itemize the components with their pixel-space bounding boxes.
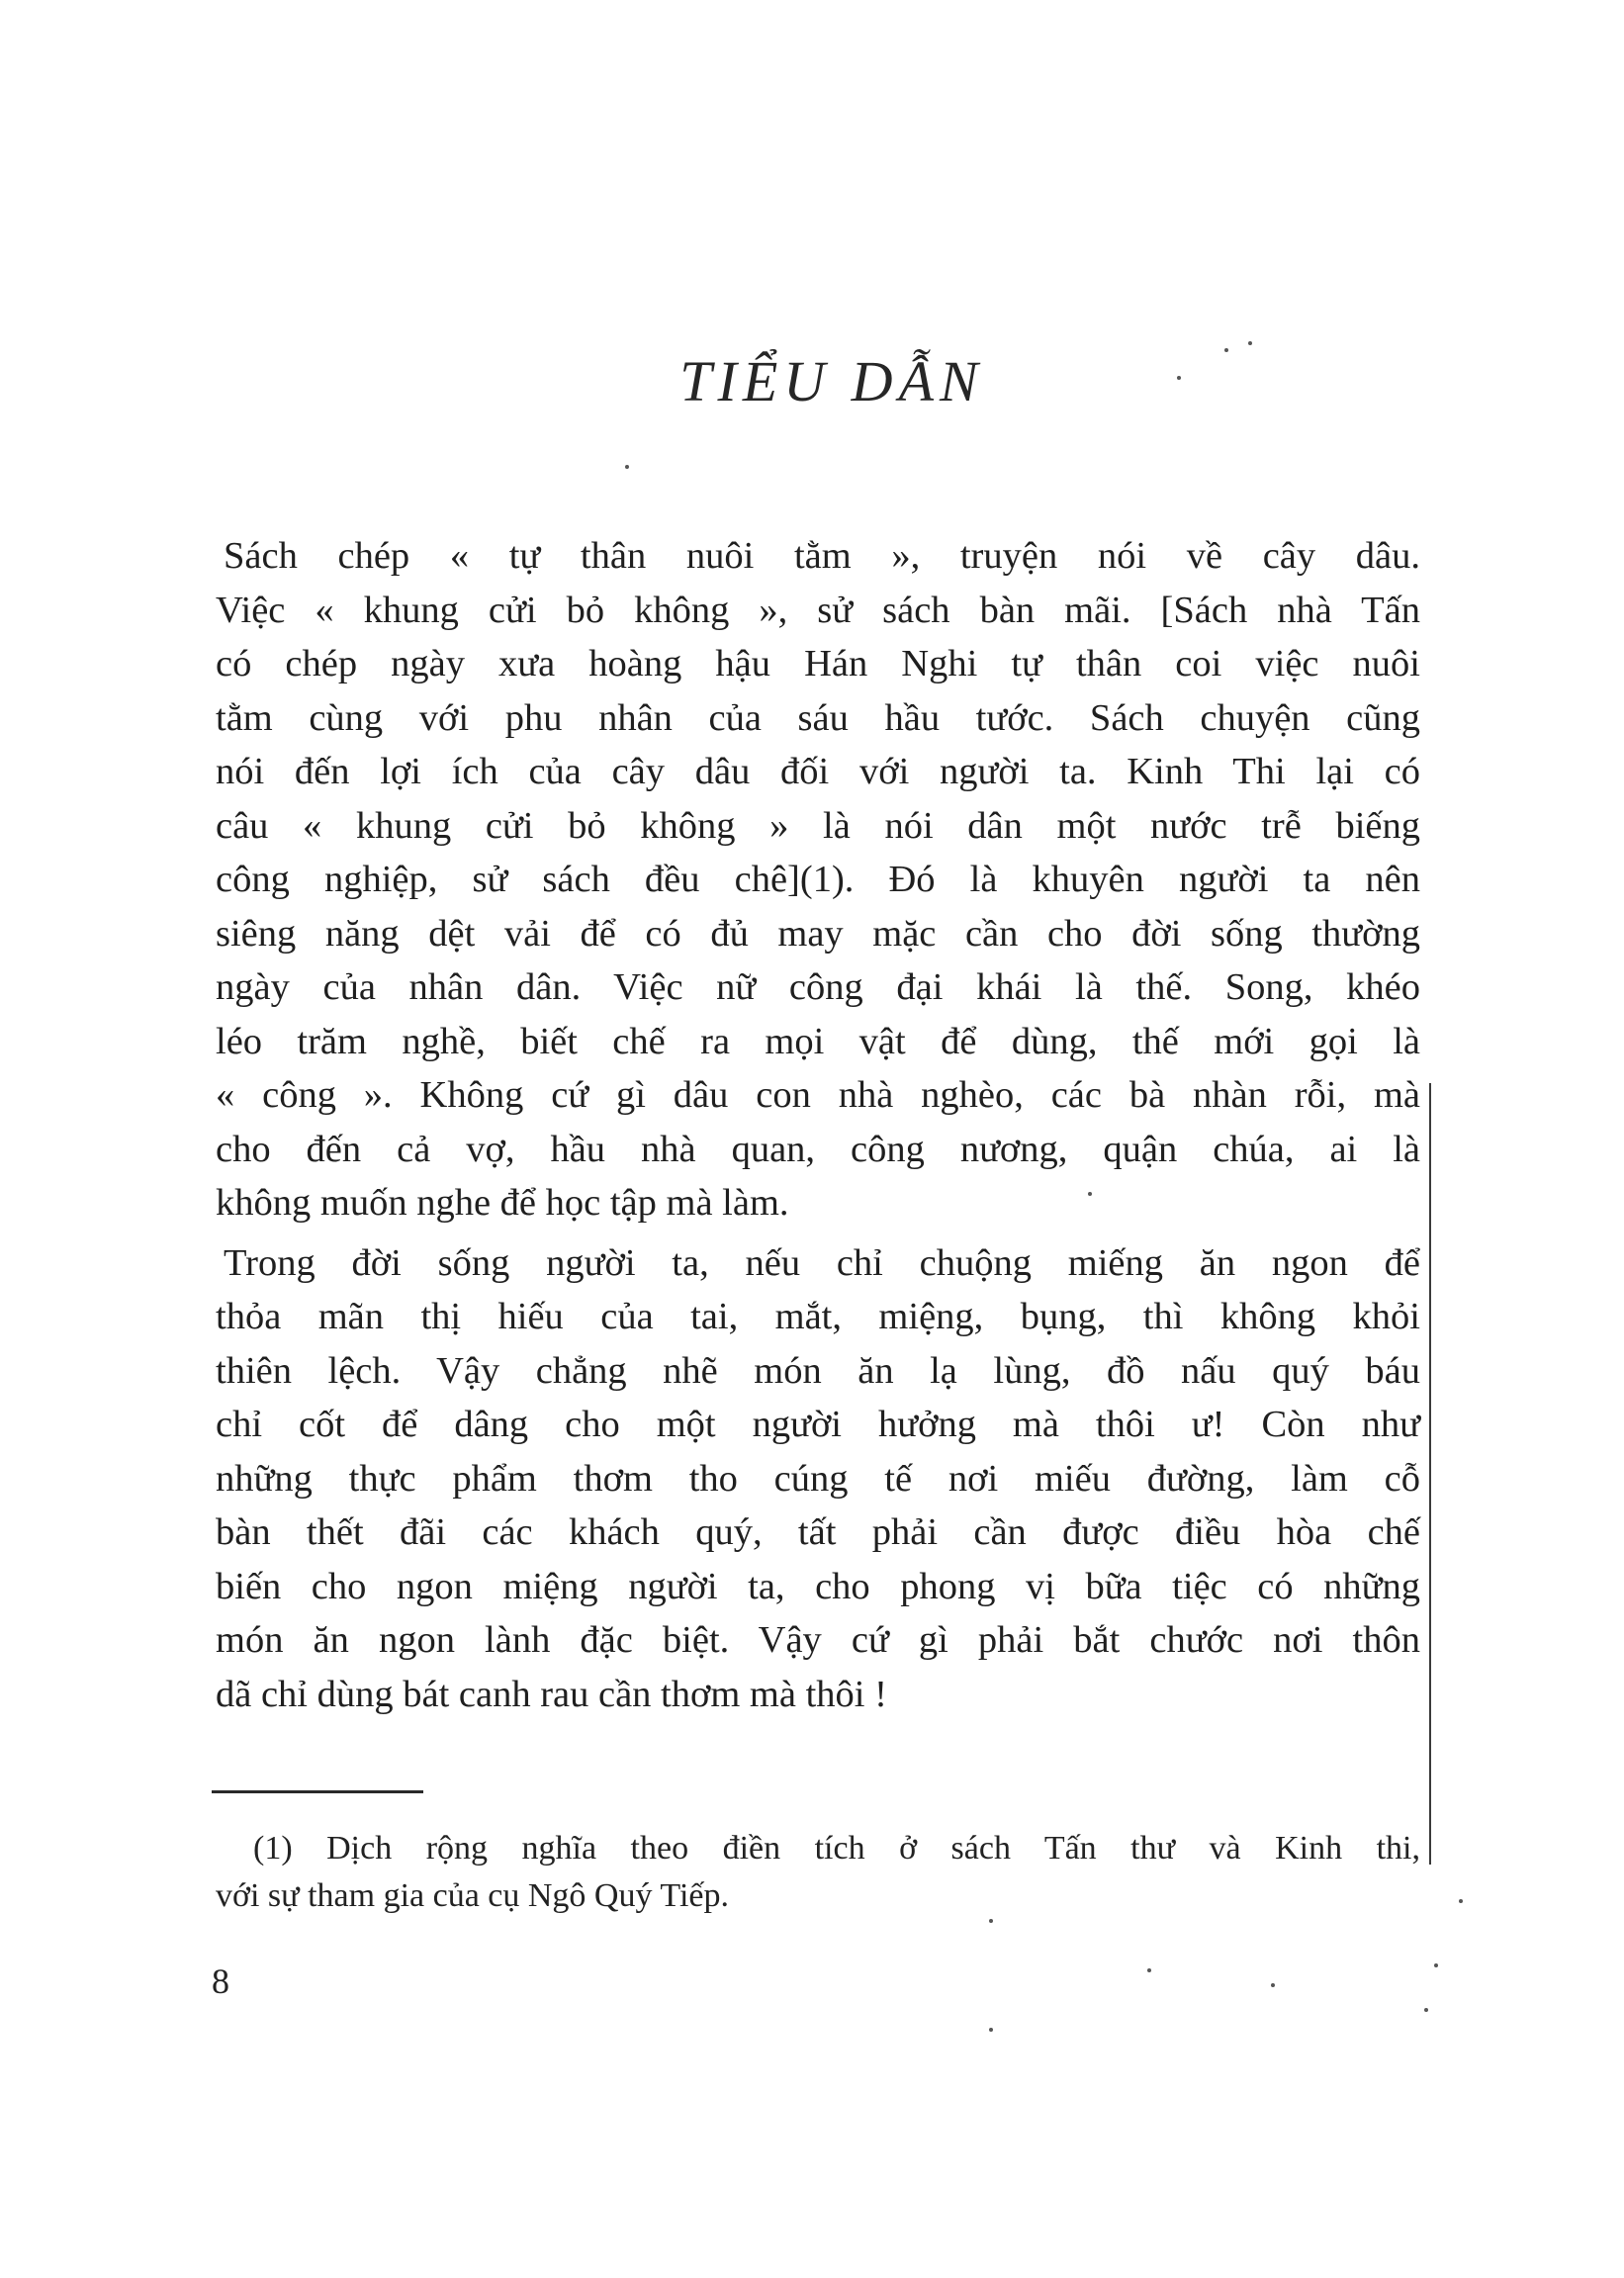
text-line: siêng năng dệt vải để có đủ may mặc cần cho đời sống thường [216,912,1420,955]
text-line: thỏa mãn thị hiếu của tai, mắt, miệng, bụng, thì không khỏi [216,1296,1420,1337]
scan-margin-line [1429,1083,1431,1865]
page-number: 8 [212,1961,229,2001]
text-line: dã chỉ dùng bát canh rau cần thơm mà thôi ! [216,1673,887,1715]
text-line: chỉ cốt để dâng cho một người hưởng mà thôi ư! Còn như [216,1404,1420,1445]
text-line: thiên lệch. Vậy chẳng nhẽ món ăn lạ lùng, đồ nấu quý báu [216,1349,1420,1392]
scan-speck [1088,1192,1092,1196]
body-text [216,529,1420,1721]
scan-speck [1271,1983,1275,1987]
text-line: có chép ngày xưa hoàng hậu Hán Nghi tự thân coi việc nuôi [216,643,1420,684]
text-line: tằm cùng với phu nhân của sáu hầu tước. Sách chuyện cũng [216,696,1420,739]
footnote-line: với sự tham gia của cụ Ngô Quý Tiếp. [216,1877,729,1914]
scan-speck [625,465,629,469]
scan-speck [1177,376,1181,380]
scan-speck [989,2028,993,2032]
text-line: công nghiệp, sử sách đều chê](1). Đó là khuyên người ta nên [216,859,1420,900]
scan-speck [1147,1968,1151,1972]
footnote-line: (1) Dịch rộng nghĩa theo điền tích ở sách Tấn thư và Kinh thi, [253,1830,1420,1867]
chapter-title: TIỂU DẪN [679,349,984,413]
text-line: ngày của nhân dân. Việc nữ công đại khái là thế. Song, khéo [216,966,1420,1008]
text-line: những thực phẩm thơm tho cúng tế nơi miếu đường, làm cỗ [216,1457,1420,1500]
paragraph-2 [216,1236,1420,1722]
scan-speck [1424,2008,1428,2012]
scan-speck [1248,341,1252,345]
scan-speck [989,1919,993,1923]
scan-speck [1434,1963,1438,1967]
text-line: không muốn nghe để học tập mà làm. [216,1182,789,1224]
text-line: Sách chép « tự thân nuôi tằm », truyện nói về cây dâu. [224,535,1420,577]
text-line: « công ». Không cứ gì dâu con nhà nghèo, các bà nhàn rỗi, mà [216,1074,1420,1116]
text-line: cho đến cả vợ, hầu nhà quan, công nương, quận chúa, ai là [216,1128,1420,1170]
text-line: Trong đời sống người ta, nếu chỉ chuộng miếng ăn ngon để [224,1241,1420,1284]
text-line: léo trăm nghề, biết chế ra mọi vật để dùng, thế mới gọi là [216,1020,1420,1062]
footnote-divider [212,1790,423,1793]
text-line: nói đến lợi ích của cây dâu đối với người ta. Kinh Thi lại có [216,751,1420,792]
text-line: Việc « khung cửi bỏ không », sử sách bàn mãi. [Sách nhà Tấn [216,589,1420,631]
text-line: bàn thết đãi các khách quý, tất phải cần được điều hòa chế [216,1511,1420,1553]
scan-speck [1224,348,1228,352]
text-line: biến cho ngon miệng người ta, cho phong vị bữa tiệc có những [216,1565,1420,1607]
text-line: câu « khung cửi bỏ không » là nói dân một nước trễ biếng [216,804,1420,847]
footnote [216,1825,1420,1920]
paragraph-1 [216,529,1420,1230]
scan-speck [1459,1899,1463,1903]
text-line: món ăn ngon lành đặc biệt. Vậy cứ gì phải bắt chước nơi thôn [216,1619,1420,1661]
